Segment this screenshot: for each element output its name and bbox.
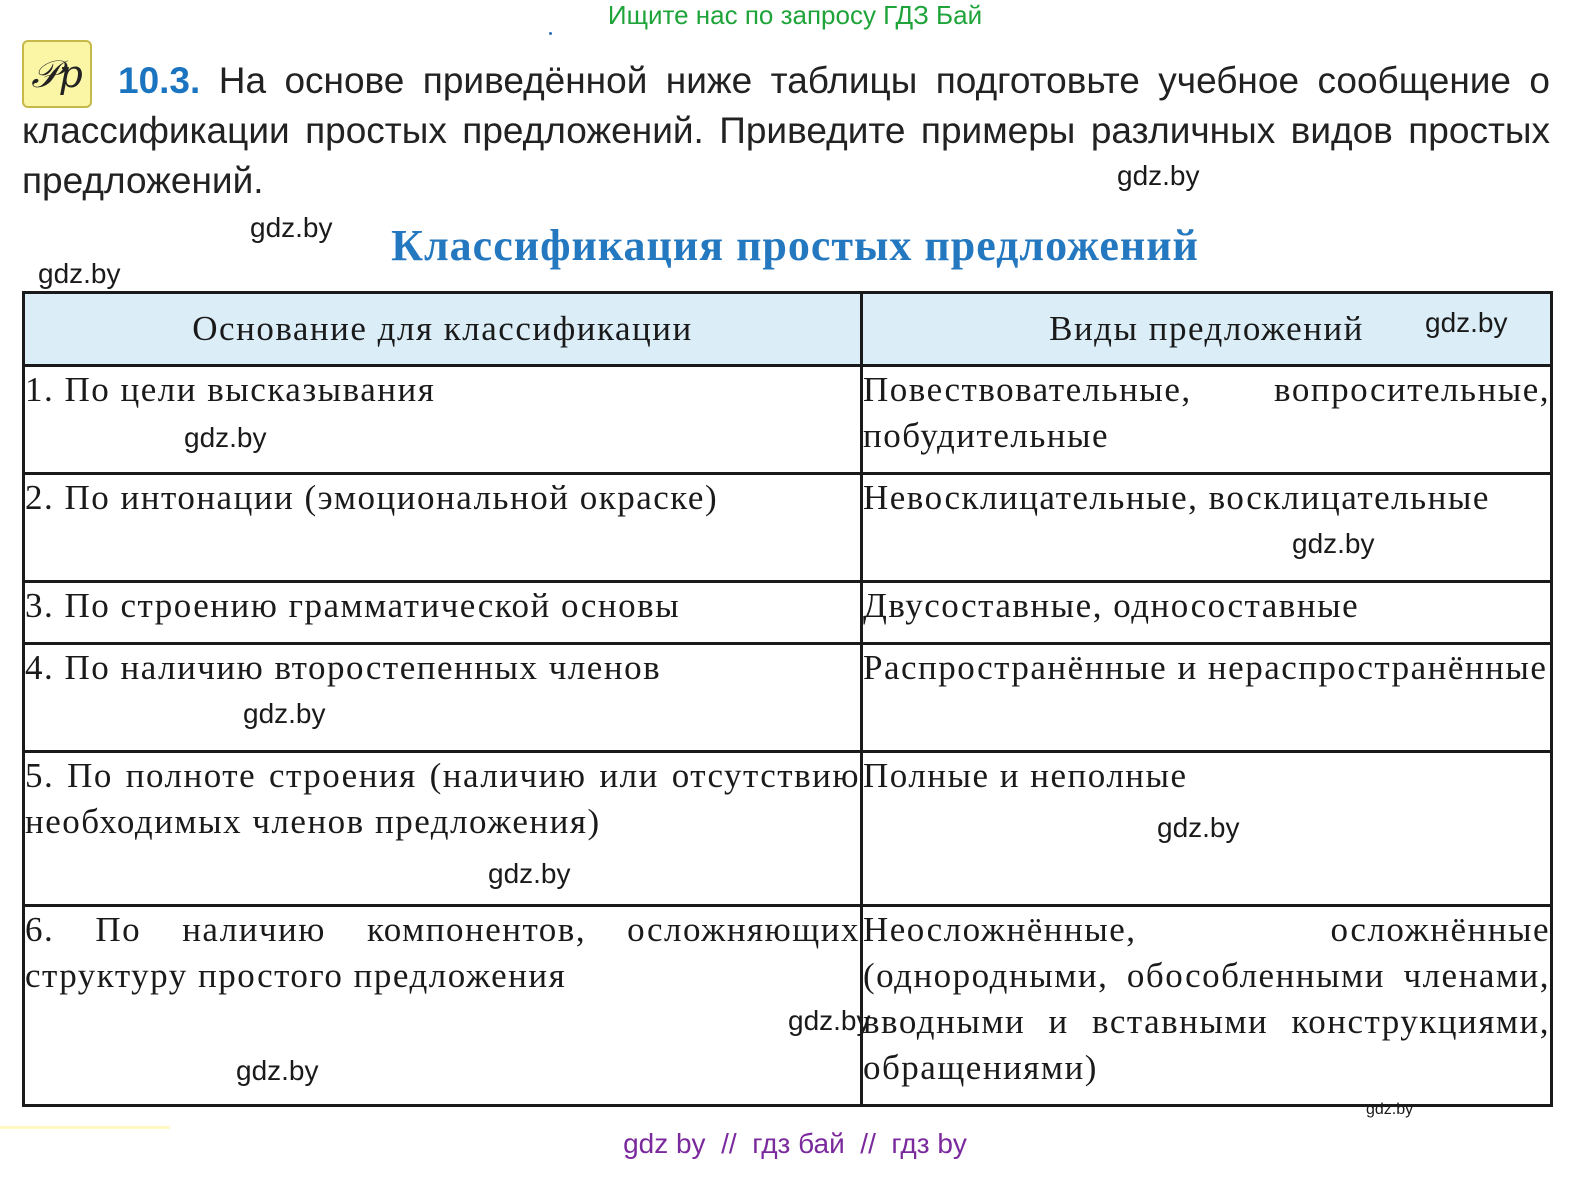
- watermark: gdz.by: [1117, 160, 1200, 191]
- types-cell: Повествовательные, вопросительные, побудительные: [862, 366, 1552, 474]
- pp-icon: 𝒫p: [22, 40, 92, 108]
- basis-cell: 6. По наличию компонентов, осложняющих структуру простого предложения: [24, 906, 862, 1106]
- basis-cell: 4. По наличию второстепенных членов: [24, 644, 862, 752]
- table-row: [24, 582, 1552, 644]
- basis-cell: 1. По цели высказывания: [24, 366, 862, 474]
- types-cell: Неосложнённые, осложнённые (однородными, обособленными членами, вводными и вставными конструкциями, обращениями): [862, 906, 1552, 1106]
- table-heading: Классификация простых предложений: [391, 221, 1199, 270]
- watermark: gdz.by: [1425, 307, 1508, 338]
- table-header-row: [24, 293, 1552, 366]
- watermark: gdz.by: [788, 1005, 871, 1036]
- watermark: gdz.by: [250, 212, 333, 243]
- basis-cell: 2. По интонации (эмоциональной окраске): [24, 474, 862, 582]
- header-basis: Основание для классификации: [24, 293, 862, 366]
- watermark: gdz.by: [1157, 812, 1240, 843]
- basis-cell: 5. По полноте строения (наличию или отсутствию необходимых членов предложения): [24, 752, 862, 906]
- watermark: gdz.by: [184, 422, 267, 453]
- types-cell: Полные и неполные: [862, 752, 1552, 906]
- watermark: gdz.by: [38, 258, 121, 289]
- watermark: gdz.by: [236, 1055, 319, 1086]
- watermark: gdz.by: [1292, 528, 1375, 559]
- task-text: [22, 56, 1550, 206]
- types-cell: Распространённые и нераспространённые: [862, 644, 1552, 752]
- table-row: [24, 366, 1552, 474]
- header-types: Виды предложений: [862, 293, 1552, 366]
- dot-mark: [549, 32, 552, 35]
- watermark: gdz.by: [243, 698, 326, 729]
- table-row: [24, 752, 1552, 906]
- watermark: gdz.by: [1366, 1101, 1414, 1118]
- top-banner: Ищите нас по запросу ГДЗ Бай: [607, 0, 983, 30]
- footer-links: gdz by // гдз бай // гдз by: [623, 1128, 967, 1159]
- types-cell: Двусоставные, односоставные: [862, 582, 1552, 644]
- basis-cell: 3. По строению грамматической основы: [24, 582, 862, 644]
- watermark: gdz.by: [488, 858, 571, 889]
- types-cell: Невосклицательные, восклицательные: [862, 474, 1552, 582]
- task-number: 10.3.: [118, 60, 201, 101]
- task-body: На основе приведённой ниже таблицы подготовьте учебное сообщение о классификации простых предложений. Приведите примеры различных видов простых предложений.: [22, 60, 1551, 201]
